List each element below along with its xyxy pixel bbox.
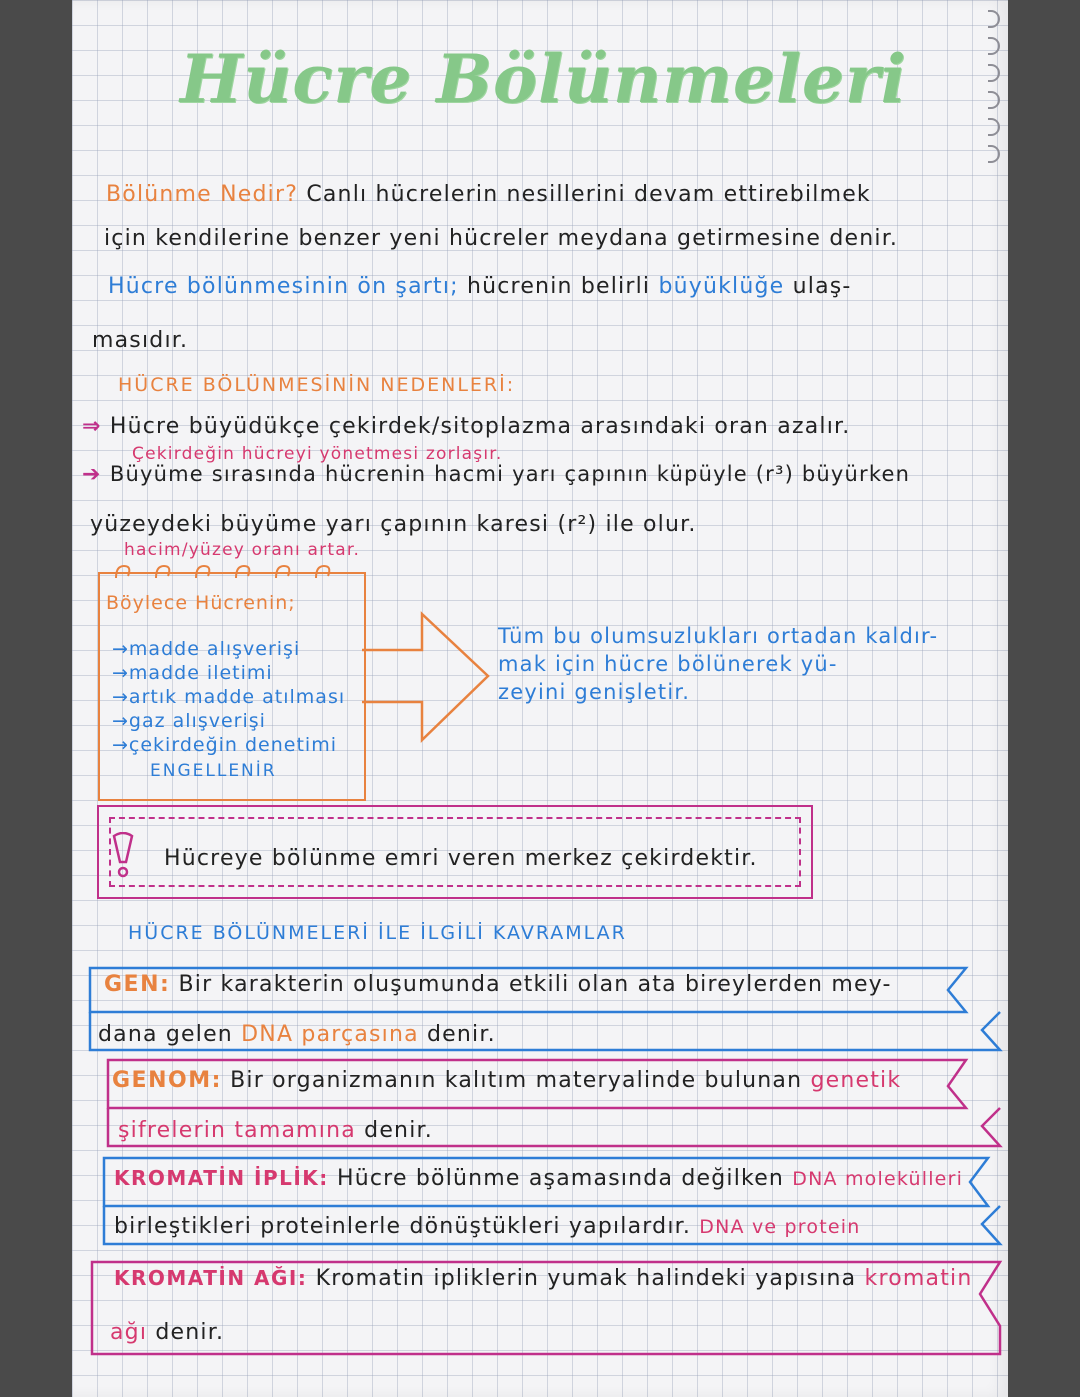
kromatin-iplik-line-1 (114, 1166, 963, 1191)
kromatin-agi-term: KROMATİN AĞI: (114, 1266, 308, 1290)
cause-continuation: yüzeydeki büyüme yarı çapının karesi (r²) ile olur. (90, 512, 697, 537)
arrow-right-icon: ➔ (82, 462, 102, 487)
concept-kromatin-agi-banner (88, 1256, 1003, 1360)
genom-definition: Bir organizmanın kalıtım materyalinde bulunan (230, 1068, 803, 1093)
ratio-note: hacim/yüzey oranı artar. (124, 540, 361, 560)
curl-marks (110, 560, 360, 582)
cause-note-1: Çekirdeğin hücreyi yönetmesi zorlaşır. (132, 444, 503, 464)
kromatin-iplik-highlight-2: DNA ve protein (699, 1216, 861, 1238)
box-item: →madde alışverişi (112, 638, 301, 660)
ring (988, 64, 1000, 82)
result-line-2: mak için hücre bölünerek yü- (498, 652, 838, 676)
box-item: →gaz alışverişi (112, 710, 266, 732)
gen-definition: Bir karakterin oluşumunda etkili olan ata bireylerden mey- (178, 972, 892, 997)
kromatin-iplik-definition: Hücre bölünme aşamasında değilken (337, 1166, 785, 1191)
cause-bullet-2-text: Büyüme sırasında hücrenin hacmi yarı çapının küpüyle (r³) büyürken (109, 462, 911, 486)
box-title: Böylece Hücrenin; (106, 592, 296, 614)
big-arrow-icon (360, 610, 495, 745)
causes-heading: HÜCRE BÖLÜNMESİNİN NEDENLERİ: (118, 374, 516, 396)
ring (988, 37, 1000, 55)
arrow-right-icon: ⇒ (82, 414, 102, 439)
kromatin-agi-highlight-2: ağı (110, 1320, 148, 1345)
genom-term: GENOM: (112, 1068, 222, 1093)
ring (988, 91, 1000, 109)
box-item: →artık madde atılması (112, 686, 346, 708)
kromatin-agi-line-2 (110, 1320, 224, 1345)
cause-bullet-1-text: Hücre büyüdükçe çekirdek/sitoplazma arasındaki oran azalır. (109, 414, 851, 439)
ring (988, 145, 1000, 163)
concept-genom-banner (88, 1056, 1003, 1150)
kromatin-agi-highlight: kromatin (864, 1266, 973, 1291)
gen-line-2 (98, 1022, 496, 1047)
condition-part-d: ulaş- (792, 274, 852, 299)
kromatin-agi-definition: Kromatin ipliklerin yumak halindeki yapısına (315, 1266, 857, 1291)
intro-line-3 (108, 274, 852, 299)
cause-bullet-2 (82, 462, 910, 487)
genom-line-2b: denir. (364, 1118, 433, 1143)
question-label: Bölünme Nedir? (106, 182, 299, 207)
ring (988, 10, 1000, 28)
result-line-1: Tüm bu olumsuzlukları ortadan kaldır- (498, 624, 939, 648)
genom-highlight-2: şifrelerin tamamına (118, 1118, 356, 1143)
intro-line-2: için kendilerine benzer yeni hücreler meydana getirmesine denir. (104, 226, 899, 251)
callout-text: Hücreye bölünme emri veren merkez çekirdektir. (164, 846, 758, 871)
box-footer: ENGELLENİR (150, 761, 277, 781)
intro-line-4: masıdır. (92, 328, 189, 353)
box-item: →çekirdeğin denetimi (112, 734, 337, 756)
cause-bullet-1 (82, 414, 850, 439)
kromatin-iplik-line-2 (114, 1214, 860, 1239)
spiral-binding (988, 10, 1002, 172)
box-item: →madde iletimi (112, 662, 273, 684)
kromatin-iplik-highlight: DNA molekülleri (792, 1168, 964, 1190)
genom-line-1 (112, 1068, 901, 1093)
kromatin-iplik-line-2a: birleştikleri proteinlerle dönüştükleri yapılardır. (114, 1214, 692, 1239)
concept-gen-banner (88, 960, 1003, 1054)
gen-term: GEN: (104, 972, 171, 997)
kromatin-agi-line-2b: denir. (155, 1320, 225, 1345)
gen-line-2a: dana gelen (98, 1022, 233, 1047)
condition-part-b: hücrenin belirli (466, 274, 651, 299)
intro-line-1 (106, 182, 871, 207)
gen-highlight: DNA parçasına (241, 1022, 419, 1047)
result-line-3: zeyini genişletir. (498, 680, 691, 704)
intro-text-1: Canlı hücrelerin nesillerini devam ettirebilmek (306, 182, 871, 207)
page-title: Hücre Bölünmeleri (180, 40, 907, 118)
kromatin-iplik-term: KROMATİN İPLİK: (114, 1166, 329, 1190)
condition-part-c: büyüklüğe (658, 274, 785, 299)
gen-line-2c: denir. (427, 1022, 496, 1047)
condition-part-a: Hücre bölünmesinin ön şartı; (108, 274, 459, 299)
ring (988, 118, 1000, 136)
gen-line-1 (104, 972, 892, 997)
genom-highlight: genetik (810, 1068, 902, 1093)
concept-kromatin-iplik-banner (88, 1152, 1003, 1252)
kromatin-agi-line-1 (114, 1266, 972, 1291)
genom-line-2 (118, 1118, 433, 1143)
exclamation-icon (108, 832, 138, 876)
concepts-heading: HÜCRE BÖLÜNMELERİ İLE İLGİLİ KAVRAMLAR (128, 922, 627, 944)
